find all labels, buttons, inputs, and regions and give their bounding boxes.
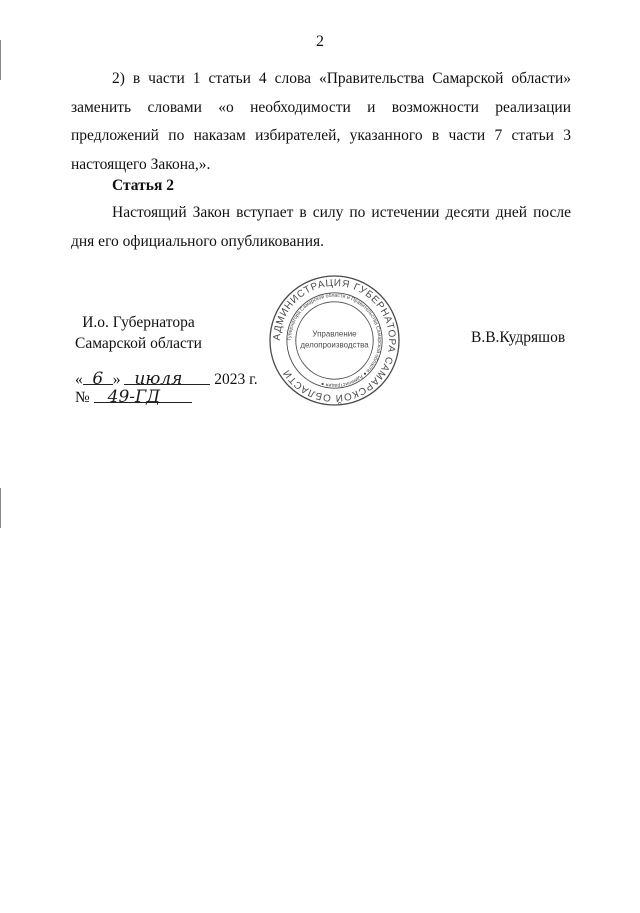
date-day: 6 — [92, 369, 104, 389]
article-heading: Статья 2 — [112, 177, 174, 194]
seal-inner-text: Губернатора Самарской области и Правительства Самарской области ● Администрация ● — [286, 292, 383, 389]
date-month: июля — [134, 369, 183, 389]
effective-date-paragraph: Настоящий Закон вступает в силу по истечении десяти дней после дня его официального опубликования. — [71, 204, 571, 250]
date-open-quote: « — [75, 371, 83, 388]
law-number — [75, 387, 192, 407]
signing-date — [75, 369, 258, 389]
date-month-field — [124, 369, 210, 389]
date-day-field — [83, 369, 113, 389]
number-field — [94, 387, 192, 407]
seal-outer-text: АДМИНИСТРАЦИЯ ГУБЕРНАТОРА САМАРСКОЙ ОБЛАСТИ — [271, 277, 398, 404]
number-value: 49-ГД — [107, 387, 161, 407]
seal-center-line2: делопроизводства — [300, 340, 369, 350]
signatory-position — [75, 312, 202, 354]
date-close-quote: » — [112, 371, 121, 388]
signatory-position-line2: Самарской области — [75, 335, 202, 352]
scan-margin-mark — [0, 488, 1, 528]
signatory-position-line1: И.о. Губернатора — [82, 314, 195, 331]
amendment-paragraph: 2) в части 1 статьи 4 слова «Правительства Самарской области» заменить словами «о необходимости и возможности реализации предложений по наказам избирателей, указанного в части 7 статьи 3 настоящего Закона,». — [71, 70, 571, 173]
seal-center-line1: Управление — [312, 329, 357, 339]
number-sign: № — [75, 389, 90, 406]
date-year: 2023 г. — [214, 371, 258, 388]
page-number: 2 — [316, 33, 324, 50]
signatory-name: В.В.Кудряшов — [471, 329, 566, 346]
official-seal — [268, 274, 401, 407]
